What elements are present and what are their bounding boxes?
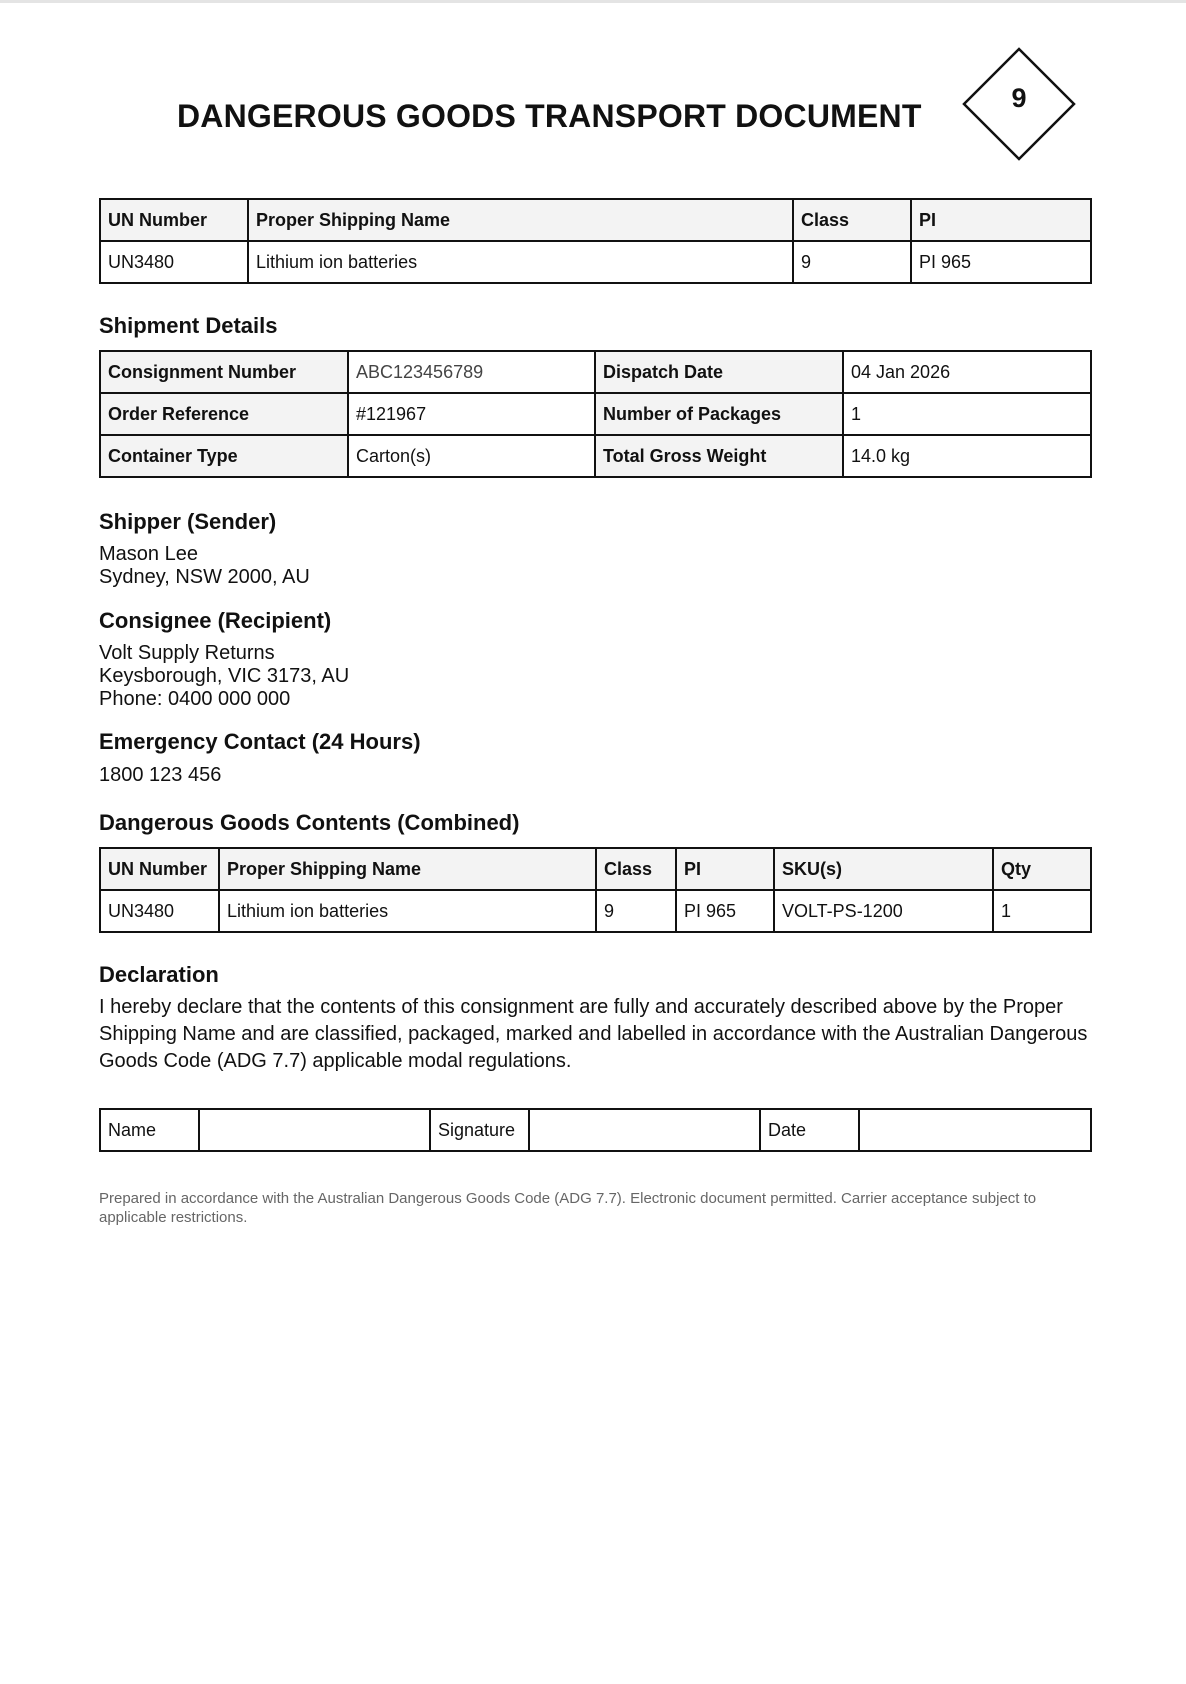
cell-skus: VOLT-PS-1200 bbox=[774, 890, 993, 932]
cell-shipping-name: Lithium ion batteries bbox=[219, 890, 596, 932]
order-reference-label: Order Reference bbox=[100, 393, 348, 435]
header-un-number: UN Number bbox=[100, 848, 219, 890]
table-row bbox=[100, 890, 1091, 932]
table-row bbox=[100, 351, 1091, 393]
dispatch-date-value: 04 Jan 2026 bbox=[843, 351, 1091, 393]
name-field[interactable] bbox=[199, 1109, 430, 1151]
header-class: Class bbox=[793, 199, 911, 241]
class-9-hazard-diamond bbox=[962, 47, 1076, 161]
signoff-table bbox=[99, 1108, 1092, 1152]
total-gross-weight-label: Total Gross Weight bbox=[595, 435, 843, 477]
table-header-row bbox=[100, 848, 1091, 890]
shipper-address: Sydney, NSW 2000, AU bbox=[99, 566, 310, 588]
header-class: Class bbox=[596, 848, 676, 890]
table-row bbox=[100, 241, 1091, 283]
summary-table bbox=[99, 198, 1092, 284]
header-pi: PI bbox=[676, 848, 774, 890]
table-header-row bbox=[100, 199, 1091, 241]
table-row bbox=[100, 393, 1091, 435]
date-field[interactable] bbox=[859, 1109, 1091, 1151]
consignment-number-label: Consignment Number bbox=[100, 351, 348, 393]
consignee-address: Keysborough, VIC 3173, AU bbox=[99, 665, 350, 687]
header-skus: SKU(s) bbox=[774, 848, 993, 890]
number-of-packages-value: 1 bbox=[843, 393, 1091, 435]
consignee-heading: Consignee (Recipient) bbox=[99, 608, 332, 633]
signature-label: Signature bbox=[430, 1109, 529, 1151]
header-un-number: UN Number bbox=[100, 199, 248, 241]
hazard-class-number: 9 bbox=[1011, 83, 1027, 113]
cell-un-number: UN3480 bbox=[100, 241, 248, 283]
declaration-heading: Declaration bbox=[99, 962, 219, 987]
dg-contents-heading: Dangerous Goods Contents (Combined) bbox=[99, 810, 520, 835]
signature-field[interactable] bbox=[529, 1109, 760, 1151]
cell-pi: PI 965 bbox=[911, 241, 1091, 283]
dispatch-date-label: Dispatch Date bbox=[595, 351, 843, 393]
top-border bbox=[0, 0, 1186, 3]
header-pi: PI bbox=[911, 199, 1091, 241]
number-of-packages-label: Number of Packages bbox=[595, 393, 843, 435]
shipper-name: Mason Lee bbox=[99, 543, 198, 565]
dg-contents-table bbox=[99, 847, 1092, 933]
total-gross-weight-value: 14.0 kg bbox=[843, 435, 1091, 477]
consignee-name: Volt Supply Returns bbox=[99, 642, 275, 664]
cell-un-number: UN3480 bbox=[100, 890, 219, 932]
date-label: Date bbox=[760, 1109, 859, 1151]
declaration-text: I hereby declare that the contents of this consignment are fully and accurately described above by the Proper Shipping Name and are classified, packaged, marked and labelled in accordance with the Australian Dangerous Goods Code (ADG 7.7) applicable modal regulations. bbox=[99, 996, 1088, 1072]
header-qty: Qty bbox=[993, 848, 1091, 890]
header-shipping-name: Proper Shipping Name bbox=[248, 199, 793, 241]
shipment-details-table bbox=[99, 350, 1092, 478]
header-shipping-name: Proper Shipping Name bbox=[219, 848, 596, 890]
order-reference-value: #121967 bbox=[348, 393, 595, 435]
emergency-contact-heading: Emergency Contact (24 Hours) bbox=[99, 729, 421, 754]
document-title: DANGEROUS GOODS TRANSPORT DOCUMENT bbox=[177, 98, 922, 134]
cell-class: 9 bbox=[793, 241, 911, 283]
cell-class: 9 bbox=[596, 890, 676, 932]
emergency-phone: 1800 123 456 bbox=[99, 764, 222, 786]
cell-shipping-name: Lithium ion batteries bbox=[248, 241, 793, 283]
shipper-heading: Shipper (Sender) bbox=[99, 509, 277, 534]
cell-pi: PI 965 bbox=[676, 890, 774, 932]
container-type-label: Container Type bbox=[100, 435, 348, 477]
name-label: Name bbox=[100, 1109, 199, 1151]
shipment-details-heading: Shipment Details bbox=[99, 313, 278, 338]
cell-qty: 1 bbox=[993, 890, 1091, 932]
footer-note: Prepared in accordance with the Australian Dangerous Goods Code (ADG 7.7). Electronic document permitted. Carrier acceptance subject to applicable restrictions. bbox=[99, 1190, 1037, 1226]
table-row bbox=[100, 435, 1091, 477]
consignee-phone: Phone: 0400 000 000 bbox=[99, 688, 291, 710]
table-row bbox=[100, 1109, 1091, 1151]
consignment-number-value: ABC123456789 bbox=[348, 351, 595, 393]
container-type-value: Carton(s) bbox=[348, 435, 595, 477]
